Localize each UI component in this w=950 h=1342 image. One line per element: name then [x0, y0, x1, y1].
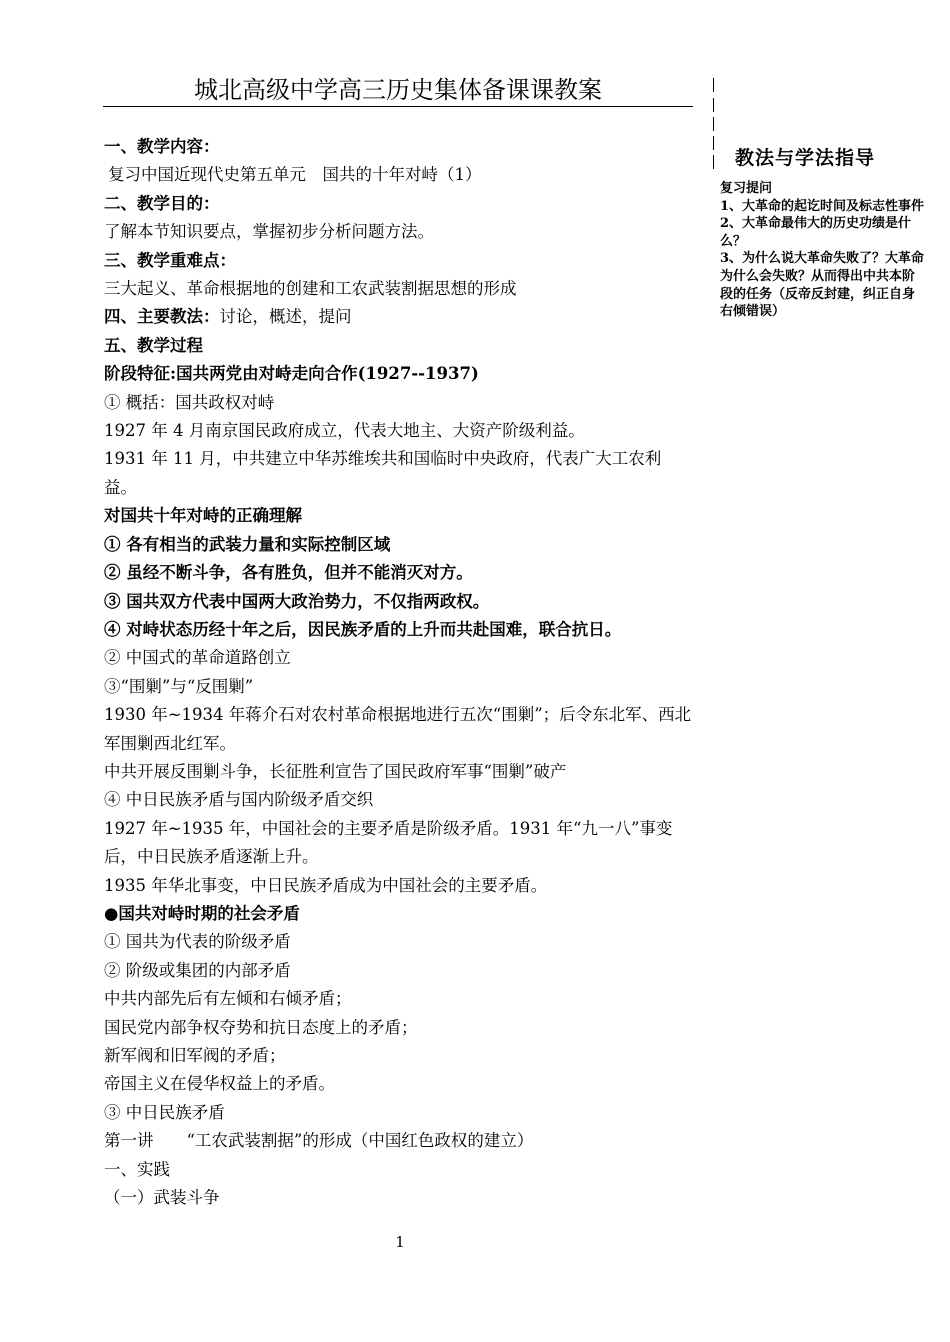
text-line: 新军阀和旧军阀的矛盾； — [104, 1046, 286, 1065]
text-line: （一）武装斗争 — [104, 1188, 220, 1208]
text-line: 国民党内部争权夺势和抗日态度上的矛盾； — [104, 1017, 418, 1037]
lesson-body — [104, 133, 704, 1212]
margin-rule — [713, 155, 714, 169]
text-line: 1935 年华北事变，中日民族矛盾成为中国社会的主要矛盾。 — [104, 875, 548, 895]
text-line: ③ 中日民族矛盾 — [104, 1102, 225, 1122]
text-line: 中共内部先后有左倾和右倾矛盾； — [104, 989, 352, 1009]
text-line: ① 各有相当的武装力量和实际控制区域 — [104, 534, 391, 554]
text-line: 1931 年 11 月，中共建立中华苏维埃共和国临时中央政府，代表广大工农利益。 — [104, 449, 662, 497]
text-line: 1927 年~1935 年，中国社会的主要矛盾是阶级矛盾。1931 年“九一八”事变后，中日民族矛盾逐渐上升。 — [104, 818, 673, 867]
subheading: 对国共十年对峙的正确理解 — [104, 506, 302, 526]
key-heading: 三、教学重难点： — [104, 250, 236, 270]
method-text: 讨论，概述，提问 — [219, 307, 352, 327]
purpose-heading: 二、教学目的： — [104, 193, 220, 213]
subheading: ●国共对峙时期的社会矛盾 — [104, 903, 300, 923]
method-heading: 四、主要教法： — [104, 307, 220, 327]
sidebar-title: 教法与学法指导 — [735, 147, 876, 169]
margin-rule — [713, 117, 714, 131]
page-title: 城北高级中学高三历史集体备课课教案 — [103, 76, 693, 107]
content-text: 复习中国近现代史第五单元 国共的十年对峙（1） — [108, 165, 482, 185]
text-line: ① 概括：国共政权对峙 — [104, 392, 275, 412]
text-line: ② 虽经不断斗争，各有胜负，但并不能消灭对方。 — [104, 563, 473, 583]
text-line: 一、实践 — [104, 1159, 170, 1179]
page-number: 1 — [395, 1233, 405, 1251]
text-line: 中共开展反围剿斗争，长征胜利宣告了国民政府军事“围剿”破产 — [104, 761, 567, 781]
margin-rule — [713, 136, 714, 150]
text-line: ③“围剿”与“反围剿” — [104, 676, 254, 696]
key-text: 三大起义、革命根据地的创建和工农武装割据思想的形成 — [104, 279, 517, 299]
text-line: ② 中国式的革命道路创立 — [104, 648, 291, 668]
stage-heading: 阶段特征:国共两党由对峙走向合作(1927--1937) — [104, 364, 479, 384]
text-line: ① 国共为代表的阶级矛盾 — [104, 932, 291, 952]
text-line: 1930 年~1934 年蒋介石对农村革命根据地进行五次“围剿”；后令东北军、西北军围剿西北红军。 — [104, 705, 692, 753]
text-line: ② 阶级或集团的内部矛盾 — [104, 960, 291, 980]
purpose-text: 了解本节知识要点，掌握初步分析问题方法。 — [104, 222, 434, 242]
sidebar-item: 2、大革命最伟大的历史功绩是什么？ — [720, 216, 912, 249]
method-line — [104, 303, 704, 331]
sidebar-notes — [720, 180, 925, 321]
text-line: ③ 国共双方代表中国两大政治势力，不仅指两政权。 — [104, 591, 490, 611]
content-heading: 一、教学内容： — [104, 137, 220, 156]
process-heading: 五、教学过程 — [104, 335, 203, 355]
margin-rule — [713, 78, 714, 92]
text-line: ④ 对峙状态历经十年之后，因民族矛盾的上升而共赴国难，联合抗日。 — [104, 619, 622, 639]
margin-rule — [713, 98, 714, 112]
sidebar-item: 3、为什么说大革命失败了？大革命为什么会失败？从而得出中共本阶段的任务（反帝反封建，纠正自身右倾错误） — [720, 251, 925, 320]
text-line: 1927 年 4 月南京国民政府成立，代表大地主、大资产阶级利益。 — [104, 421, 585, 441]
sidebar-item: 复习提问 — [720, 181, 773, 196]
sidebar-item: 1、大革命的起讫时间及标志性事件 — [720, 198, 925, 214]
lecture-heading: 第一讲 “工农武装割据”的形成（中国红色政权的建立） — [104, 1131, 534, 1151]
text-line: ④ 中日民族矛盾与国内阶级矛盾交织 — [104, 790, 374, 810]
text-line: 帝国主义在侵华权益上的矛盾。 — [104, 1074, 335, 1094]
